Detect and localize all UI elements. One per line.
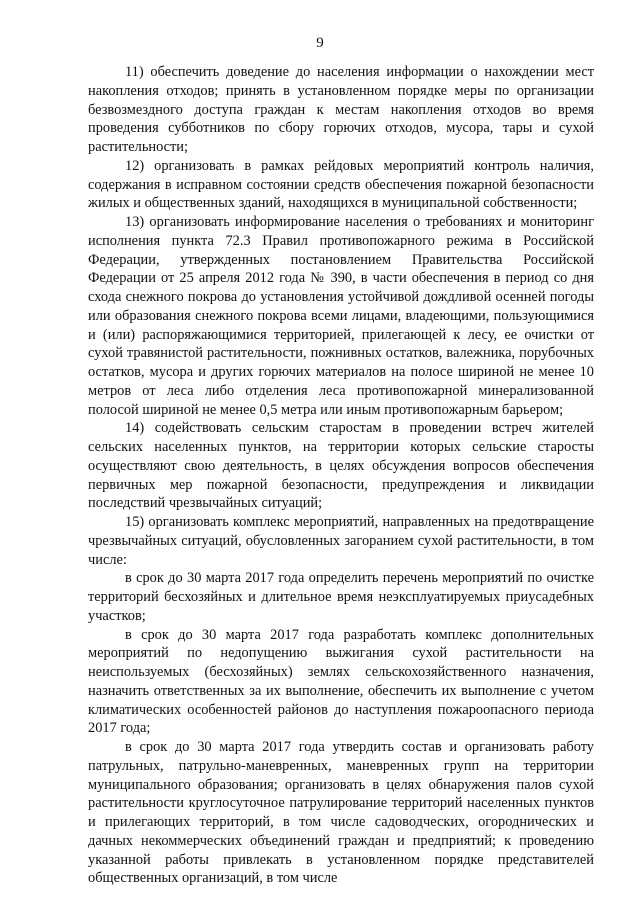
document-body (88, 63, 594, 888)
paragraph-item-13: 13) организовать информирование населения о требованиях и мониторинг исполнения пункта 72.3 Правил противопожарного режима в Российской Федерации, утвержденных постановлением Правительства Российской Федерации от 25 апреля 2012 года № 390, в части обеспечения в период со дня схода снежного покрова до установления устойчивой дождливой осенней погоды или образования снежного покрова всеми лицами, владеющими, пользующимися и (или) распоряжающимися территорией, прилегающей к лесу, ее очистки от сухой травянистой растительности, пожнивных остатков, валежника, порубочных остатков, мусора и других горючих материалов на полосе шириной не менее 10 метров от леса либо отделения леса противопожарной минерализованной полосой шириной не менее 0,5 метра или иным противопожарным барьером; (88, 214, 594, 418)
page-number: 9 (316, 35, 324, 51)
subparagraph-deadline-measures: в срок до 30 марта 2017 года разработать комплекс дополнительных мероприятий по недопущению выжигания сухой растительности на неиспользуемых (бесхозяйных) землях сельскохозяйственного назначения, назначить ответственных за их выполнение, обеспечить их выполнение с учетом климатических особенностей районов до наступления пожароопасного периода 2017 года; (88, 626, 594, 737)
paragraph-item-11: 11) обеспечить доведение до населения информации о нахождении мест накопления отходов; принять в установленном порядке меры по организации безвозмездного доступа граждан к местам накопления отходов во время проведения субботников по сбору горючих отходов, мусора, тары и сухой растительности; (88, 64, 594, 155)
subparagraph-deadline-clearing: в срок до 30 марта 2017 года определить перечень мероприятий по очистке территорий бесхозяйных и длительное время неэксплуатируемых приусадебных участков; (88, 570, 594, 624)
paragraph-item-14: 14) содействовать сельским старостам в проведении встреч жителей сельских населенных пунктов, на территории которых сельские старосты осуществляют свою деятельность, в целях обсуждения вопросов обеспечения первичных мер пожарной безопасности, предупреждения и ликвидации последствий чрезвычайных ситуаций; (88, 420, 594, 512)
paragraph-item-15: 15) организовать комплекс мероприятий, направленных на предотвращение чрезвычайных ситуаций, обусловленных загоранием сухой растительности, в том числе: (88, 514, 594, 568)
subparagraph-deadline-patrols: в срок до 30 марта 2017 года утвердить состав и организовать работу патрульных, патрульно-маневренных, маневренных групп на территории муниципального образования; организовать в целях обнаружения палов сухой растительности круглосуточное патрулирование территорий населенных пунктов и прилегающих территорий, в том числе садоводческих, огороднических и дачных некоммерческих объединений граждан и предприятий; к проведению указанной работы привлекать в установленном порядке представителей общественных организаций, в том числе (88, 739, 594, 887)
paragraph-item-12: 12) организовать в рамках рейдовых мероприятий контроль наличия, содержания в исправном состоянии средств обеспечения пожарной безопасности жилых и общественных зданий, находящихся в муниципальной собственности; (88, 157, 594, 212)
